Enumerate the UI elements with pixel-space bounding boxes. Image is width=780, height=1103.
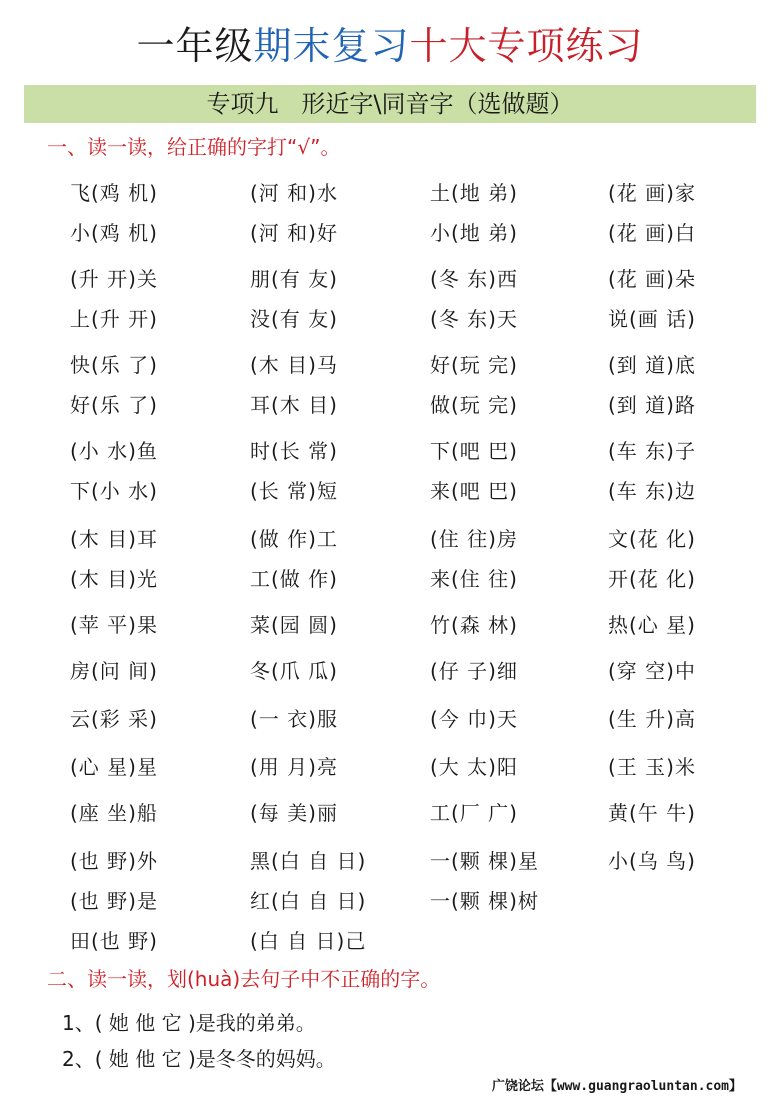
word-item: (河 和)好 bbox=[250, 221, 338, 245]
word-item: 文(花 化) bbox=[608, 527, 696, 551]
word-item: 快(乐 了) bbox=[70, 353, 158, 377]
word-item: 工(厂 广) bbox=[430, 801, 518, 825]
word-item: 朋(有 友) bbox=[250, 267, 338, 291]
word-item: 一(颗 棵)星 bbox=[430, 849, 539, 873]
word-item: 飞(鸡 机) bbox=[70, 181, 158, 205]
word-item: (木 目)光 bbox=[70, 567, 158, 591]
word-item: 小(乌 鸟) bbox=[608, 849, 696, 873]
word-item: 黄(午 牛) bbox=[608, 801, 696, 825]
word-item: 好(乐 了) bbox=[70, 393, 158, 417]
word-item: 土(地 弟) bbox=[430, 181, 518, 205]
word-item: 好(玩 完) bbox=[430, 353, 518, 377]
word-item: (长 常)短 bbox=[250, 479, 338, 503]
word-item: (花 画)白 bbox=[608, 221, 696, 245]
word-item: (座 坐)船 bbox=[70, 801, 158, 825]
word-item: 红(白 自 日) bbox=[250, 889, 367, 913]
topic-banner: 专项九 形近字\同音字（选做题） bbox=[24, 85, 756, 123]
footer-credit: 广饶论坛【www.guangraoluntan.com】 bbox=[491, 1079, 742, 1094]
word-item: (车 东)子 bbox=[608, 439, 696, 463]
word-item: 来(吧 巴) bbox=[430, 479, 518, 503]
word-item: (小 水)鱼 bbox=[70, 439, 158, 463]
word-item: 房(问 间) bbox=[70, 659, 158, 683]
page-title bbox=[0, 20, 780, 72]
word-item: (木 目)马 bbox=[250, 353, 338, 377]
section2-heading: 二、读一读，划(huà)去句子中不正确的字。 bbox=[47, 967, 441, 991]
word-item: 一(颗 棵)树 bbox=[430, 889, 539, 913]
word-item: (冬 东)西 bbox=[430, 267, 518, 291]
word-item: (用 月)亮 bbox=[250, 755, 338, 779]
word-item: 来(住 往) bbox=[430, 567, 518, 591]
word-item: (到 道)路 bbox=[608, 393, 696, 417]
word-item: 热(心 星) bbox=[608, 613, 696, 637]
word-item: (生 升)高 bbox=[608, 707, 696, 731]
word-item: (到 道)底 bbox=[608, 353, 696, 377]
word-item: (住 往)房 bbox=[430, 527, 518, 551]
word-item: (花 画)家 bbox=[608, 181, 696, 205]
word-item: 小(鸡 机) bbox=[70, 221, 158, 245]
word-item: 工(做 作) bbox=[250, 567, 338, 591]
word-item: (也 野)是 bbox=[70, 889, 158, 913]
word-item: (苹 平)果 bbox=[70, 613, 158, 637]
word-item: 下(吧 巴) bbox=[430, 439, 518, 463]
title-part-grade: 一年级 bbox=[136, 24, 254, 68]
word-item: (每 美)丽 bbox=[250, 801, 338, 825]
word-item: (大 太)阳 bbox=[430, 755, 518, 779]
word-item: (车 东)边 bbox=[608, 479, 696, 503]
word-item: (穿 空)中 bbox=[608, 659, 696, 683]
word-item: 时(长 常) bbox=[250, 439, 338, 463]
word-item: (王 玉)米 bbox=[608, 755, 696, 779]
word-item: (今 巾)天 bbox=[430, 707, 518, 731]
word-item: 下(小 水) bbox=[70, 479, 158, 503]
word-item: 田(也 野) bbox=[70, 929, 158, 953]
word-item: 没(有 友) bbox=[250, 307, 338, 331]
word-item: (木 目)耳 bbox=[70, 527, 158, 551]
section1-heading: 一、读一读，给正确的字打“√”。 bbox=[47, 135, 341, 159]
title-part-review: 期末复习 bbox=[253, 24, 410, 68]
word-item: (升 开)关 bbox=[70, 267, 158, 291]
word-item: 云(彩 采) bbox=[70, 707, 158, 731]
word-item: (河 和)水 bbox=[250, 181, 338, 205]
word-item: 冬(爪 瓜) bbox=[250, 659, 338, 683]
word-item: 黑(白 自 日) bbox=[250, 849, 367, 873]
word-item: 说(画 话) bbox=[608, 307, 696, 331]
sentence-1: 1、( 她 他 它 )是我的弟弟。 bbox=[62, 1011, 316, 1035]
word-item: 耳(木 目) bbox=[250, 393, 338, 417]
word-item: 菜(园 圆) bbox=[250, 613, 338, 637]
word-item: (冬 东)天 bbox=[430, 307, 518, 331]
word-item: (白 自 日)己 bbox=[250, 929, 367, 953]
word-item: (心 星)星 bbox=[70, 755, 158, 779]
word-item: (一 衣)服 bbox=[250, 707, 338, 731]
word-item: 做(玩 完) bbox=[430, 393, 518, 417]
word-item: (仔 子)细 bbox=[430, 659, 518, 683]
word-item: (也 野)外 bbox=[70, 849, 158, 873]
word-item: 开(花 化) bbox=[608, 567, 696, 591]
word-item: (花 画)朵 bbox=[608, 267, 696, 291]
title-part-practice: 十大专项练习 bbox=[409, 24, 644, 68]
word-item: 小(地 弟) bbox=[430, 221, 518, 245]
word-item: 上(升 开) bbox=[70, 307, 158, 331]
word-item: (做 作)工 bbox=[250, 527, 338, 551]
word-item: 竹(森 林) bbox=[430, 613, 518, 637]
sentence-2: 2、( 她 他 它 )是冬冬的妈妈。 bbox=[62, 1047, 336, 1071]
